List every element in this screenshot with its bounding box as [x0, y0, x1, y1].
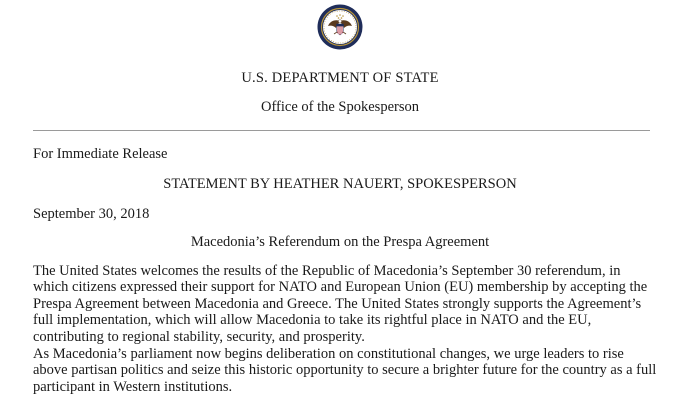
release-label: For Immediate Release: [33, 146, 168, 162]
great-seal-icon: [317, 4, 363, 50]
statement-title: STATEMENT BY HEATHER NAUERT, SPOKESPERSON: [163, 176, 517, 192]
office-name: Office of the Spokesperson: [261, 99, 419, 115]
statement-paragraph: As Macedonia’s parliament now begins deliberation on constitutional changes, we urge leaders to rise above partisan politics and seize this historic opportunity to secure a brighter future for the country as a full participant in Western institutions.: [33, 346, 657, 395]
agency-name: U.S. DEPARTMENT OF STATE: [241, 70, 439, 86]
statement-date: September 30, 2018: [33, 206, 150, 222]
statement-subject: Macedonia’s Referendum on the Prespa Agreement: [190, 234, 490, 250]
statement-paragraph: The United States welcomes the results of the Republic of Macedonia’s September 30 referendum, in which citizens expressed their support for NATO and European Union (EU) membership by accepting the Prespa Agreement between Macedonia and Greece. The United States strongly supports the Agreement’s full implementation, which will allow Macedonia to take its rightful place in NATO and the EU, contributing to regional stability, security, and prosperity.: [33, 263, 648, 345]
header-divider: [33, 130, 650, 131]
